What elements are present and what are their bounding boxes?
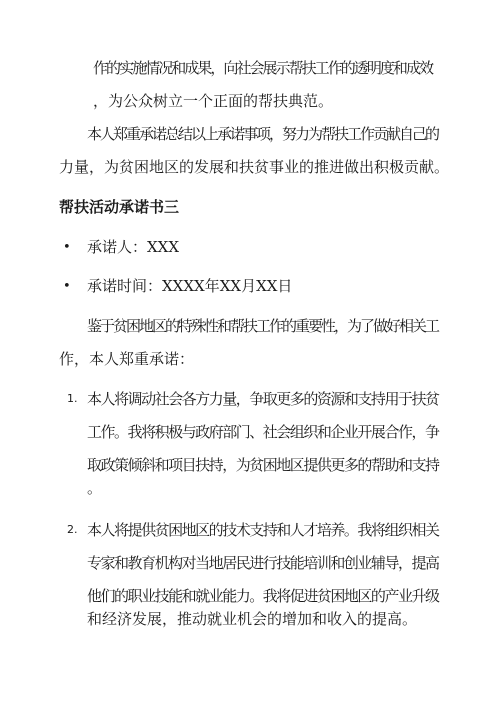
item-2-line-2: 专家和教育机构对当地居民进行技能培训和创业辅导，提高 (87, 554, 439, 572)
item-number: 2. (67, 523, 78, 536)
intro-line-1: 鉴于贫困地区的特殊性和帮扶工作的重要性，为了做好相关工 (87, 317, 439, 335)
continuation-line-2: ，为公众树立一个正面的帮扶典范。 (93, 92, 334, 110)
item-1-line-1: 本人将调动社会各方力量，争取更多的资源和支持用于扶贫 (87, 390, 439, 408)
date-line: 承诺时间：XXXX年XX月XX日 (87, 277, 293, 295)
item-2-line-4: 和经济发展，推动就业机会的增加和收入的提高。 (87, 610, 418, 628)
bullet-icon: • (63, 240, 71, 255)
closing-line-2: 力量，为贫困地区的发展和扶贫事业的推进做出积极贡献。 (59, 158, 450, 176)
closing-line-1: 本人郑重承诺总结以上承诺事项，努力为帮扶工作贡献自己的 (87, 125, 439, 143)
promisor-line: 承诺人：XXX (87, 238, 180, 256)
intro-line-2: 作，本人郑重承诺： (59, 350, 195, 368)
item-1-line-3: 取政策倾斜和项目扶持，为贫困地区提供更多的帮助和支持 (87, 456, 439, 474)
continuation-line-1: 作的实施情况和成果，向社会展示帮扶工作的透明度和成效 (93, 59, 433, 77)
bullet-icon: • (63, 279, 71, 294)
item-number: 1. (67, 392, 78, 405)
section-title: 帮扶活动承诺书三 (59, 198, 180, 216)
item-1-line-2: 工作。我将积极与政府部门、社会组织和企业开展合作，争 (87, 423, 439, 441)
item-2-line-1: 本人将提供贫困地区的技术支持和人才培养。我将组织相关 (87, 521, 439, 539)
item-1-line-4: 。 (87, 479, 103, 497)
item-2-line-3: 他们的职业技能和就业能力。我将促进贫困地区的产业升级 (87, 587, 439, 605)
